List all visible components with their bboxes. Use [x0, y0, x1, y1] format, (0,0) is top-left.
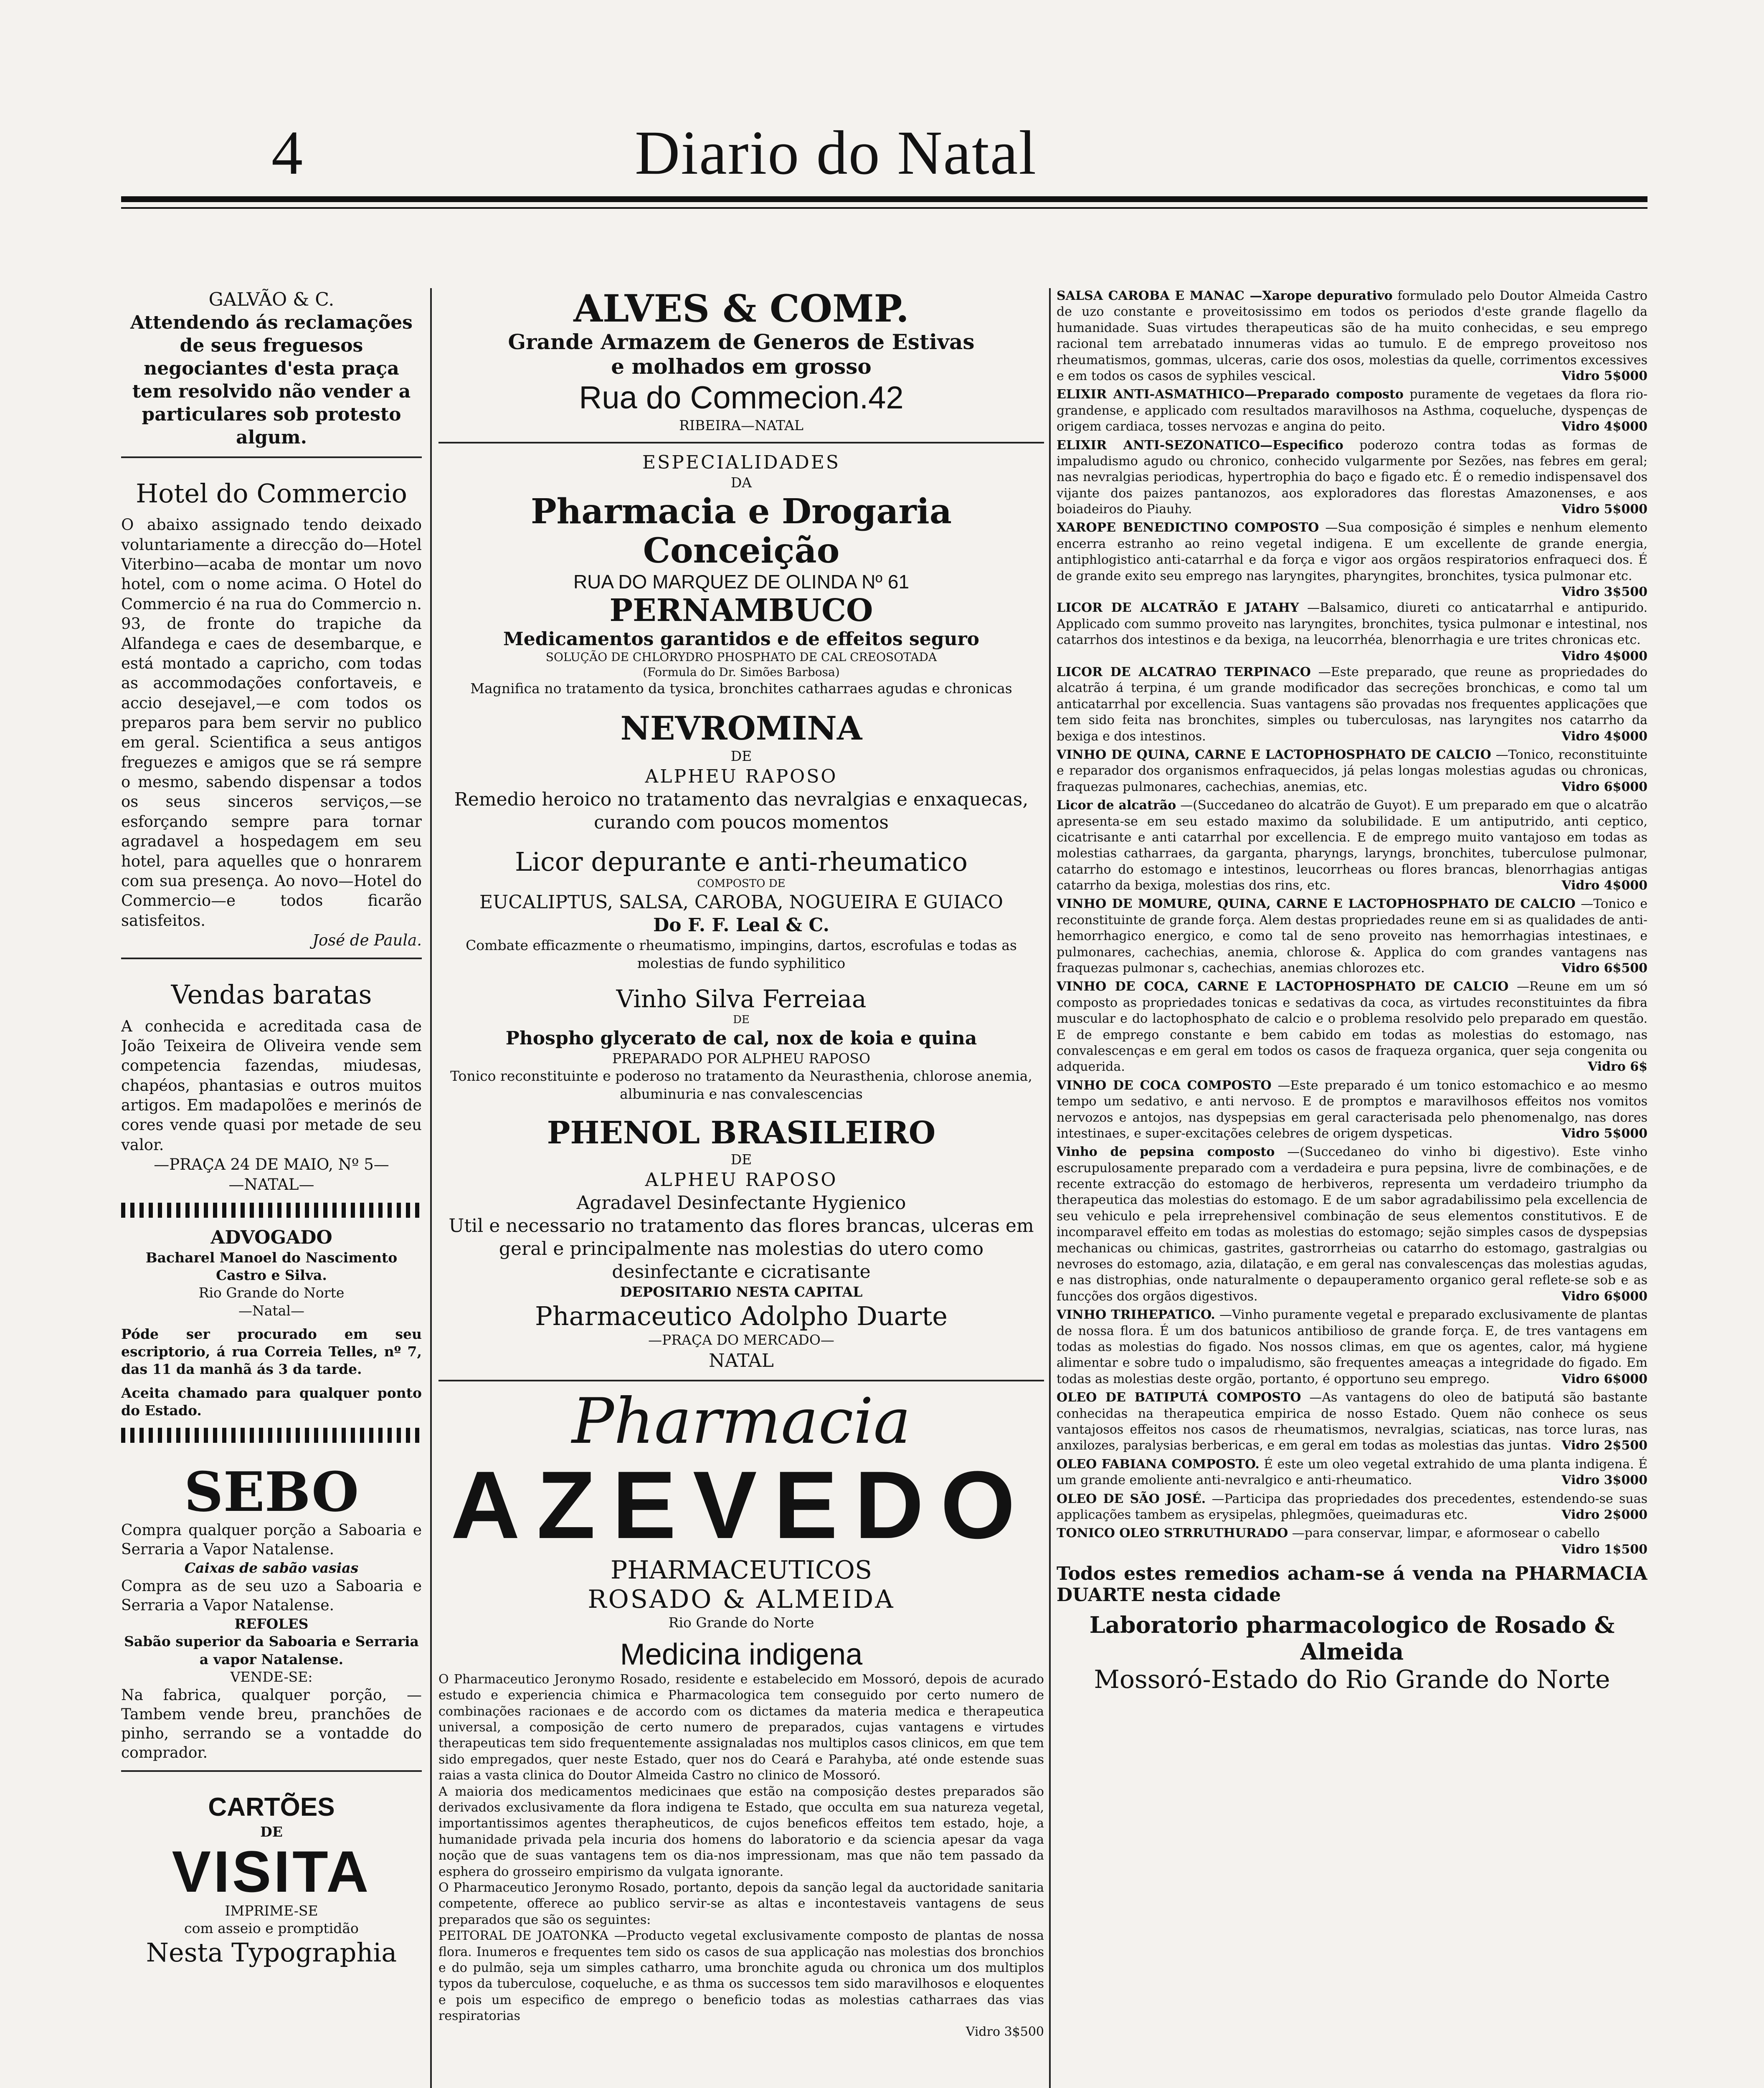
- ad-body: Na fabrica, qualquer porção, —Tambem vende breu, pranchões de pinho, serrando se a vontadde do comprador.: [121, 1687, 422, 1762]
- ad-praca: —PRAÇA DO MERCADO—: [648, 1332, 834, 1348]
- masthead-rule-thin: [121, 207, 1647, 209]
- product-entry: [1057, 1390, 1647, 1454]
- product-price: Vidro 2$000: [1561, 1507, 1647, 1522]
- ad-heading: SEBO: [184, 1460, 359, 1524]
- product-text: É este um oleo vegetal extrahido de uma planta indigena. É um grande emoliente anti-nevralgico e anti-rheumatico.: [1057, 1457, 1647, 1488]
- product-text: —Balsamico, diureti co anticatarrhal e antipurido. Applicado com summo proveito nas laryngites, bronchites, tysica pulmonar e intestinal, nos catarrhos dos intestinos e da bexiga, na leucorrhéa, blenorrhagia e ure trites chronicas etc.: [1057, 601, 1647, 648]
- ad-de: DE: [730, 748, 752, 764]
- product-name: ELIXIR ANTI-ASMATHICO—Preparado composto: [1057, 387, 1404, 402]
- product-name: ELIXIR ANTI-SEZONATICO—Especifico: [1057, 438, 1343, 453]
- product-text: —Este preparado, que reune as propriedades do alcatrão á terpina, é um grande modificador das secreções bronchicas, e como tal um anticatarrhal por excellencia. Suas vantagens são provadas nos frequentes applicações que tem sido feita nas bronchites, simples ou tuberculosas, nas laryngites nos catarrho da bexiga e dos intestinos.: [1057, 664, 1647, 744]
- ad-formula: (Formula do Dr. Simões Barbosa): [643, 665, 840, 679]
- footer-line: Todos estes remedios acham-se á venda na PHARMACIA DUARTE nesta cidade: [1057, 1563, 1647, 1606]
- product-entry: [1057, 798, 1647, 894]
- ad-visita: VISITA: [172, 1838, 371, 1904]
- product-price: Vidro 1$500: [1561, 1542, 1647, 1557]
- divider: [121, 1770, 422, 1772]
- product-entry: [1057, 288, 1647, 384]
- ad-owners: ROSADO & ALMEIDA: [588, 1584, 895, 1614]
- product-price: Vidro 3$000: [1561, 1473, 1647, 1488]
- ad-body: Compra as de seu uzo a Saboaria e Serraria a Vapor Natalense.: [121, 1577, 422, 1614]
- ad-spec: ESPECIALIDADES: [642, 452, 840, 474]
- ad-alves: [438, 288, 1044, 434]
- ad-composto: COMPOSTO DE: [697, 877, 786, 890]
- product-text: —Sua composição é simples e nenhum elemento encerra estranho ao reino vegetal indigena. E um excellente de grande energia, antiphlogistico anti-catarrhal e da força e vigor aos orgãos respiratorios enfraqueci dos. É de grande exito seu emprego nas laryngites, pharyngites, bronchites, tysica pulmonar etc.: [1057, 520, 1647, 583]
- footer-lab: Laboratorio pharmacologico de Rosado & Almeida: [1089, 1612, 1615, 1665]
- newspaper-page: [121, 79, 1647, 2088]
- product-entry: [1057, 1457, 1647, 1489]
- ad-body: A maioria dos medicamentos medicinaes que estão na composição destes preparados são derivados exclusivamente da flora indigena te Estado, que occulta em sua natureza vegetal, importantissimos agentes therapheuticos, de cujos beneficos effeitos tem estado, hoje, a humanidade privada pela incuria dos homens do laboratorio e da sciencia apesar da vaga noção que de suas vantagens tem os dia-nos impressionam, mas que não tem passado da esphera do grosseiro empirismo da vulgata ignorante.: [438, 1784, 1044, 1879]
- product-price: Vidro 6$000: [1561, 1371, 1647, 1386]
- product-name: SALSA CAROBA E MANAC —Xarope depurativo: [1057, 289, 1393, 303]
- ad-vendas: [121, 979, 422, 1194]
- divider: [121, 958, 422, 959]
- divider: [438, 1380, 1044, 1381]
- product-price: Vidro 5$000: [1561, 1126, 1647, 1141]
- ad-deposit: DEPOSITARIO NESTA CAPITAL: [620, 1284, 863, 1300]
- product-text: —As vantagens do oleo de batiputá são bastante conhecidas na therapeutica empirica de nosso Estado. Quem não conhece os seus vantajosos effeitos nos casos de rheumatismos, nevralgias, sciaticas, nas torce luras, nas anxilozes, paralysias berbericas, e em geral em todas as molestias das juntas.: [1057, 1390, 1647, 1453]
- ad-galvao: [121, 288, 422, 449]
- product-entry: [1057, 1307, 1647, 1387]
- ad-line: com asseio e promptidão: [184, 1920, 359, 1937]
- ad-heading: Hotel do Commercio: [136, 478, 407, 509]
- ad-body: A conhecida e acreditada casa de João Teixeira de Oliveira vende sem competencia fazendas, miudesas, chapéos, phantasias e outros muitos artigos. Em madapolões e merinós de cores vende quasi por metade de seu valor.: [121, 1017, 422, 1154]
- ornament-border: [121, 1428, 422, 1443]
- product-name: VINHO DE COCA, CARNE E LACTOPHOSPHATO DE CALCIO: [1057, 979, 1509, 994]
- column-left: [121, 288, 422, 2088]
- product-entry: [1057, 1078, 1647, 1142]
- ad-body: Attendendo ás reclamações de seus freguesos negociantes d'esta praça tem resolvido não vender a particulares sob protesto algum.: [130, 312, 413, 448]
- ad-name: Bacharel Manoel do Nascimento Castro e Silva.: [145, 1249, 398, 1284]
- ad-script: Pharmacia: [572, 1385, 911, 1458]
- ad-line: Grande Armazem de Generos de Estivas: [508, 329, 975, 354]
- masthead: [121, 109, 1647, 205]
- ad-line: e molhados em grosso: [611, 354, 872, 379]
- ad-city: NATAL: [709, 1350, 774, 1371]
- product-price: Vidro 3$500: [1561, 585, 1647, 600]
- ad-name: Licor depurante e anti-rheumatico: [515, 846, 968, 877]
- product-price: Vidro 6$000: [1561, 779, 1647, 794]
- ad-pharm: Pharmaceutico Adolpho Duarte: [535, 1301, 948, 1332]
- product-entry: [1057, 438, 1647, 518]
- product-text: —para conservar, limpar, e aformosear o cabello: [1292, 1526, 1600, 1541]
- ad-advogado: [121, 1226, 422, 1419]
- ad-subhead: REFOLES: [234, 1616, 309, 1632]
- ad-cartoes: [121, 1792, 422, 1968]
- ad-phenol: [438, 1115, 1044, 1372]
- product-name: OLEO DE SÃO JOSÉ.: [1057, 1491, 1206, 1506]
- product-text: —Tonico e reconstituinte de grande força. Alem destas propriedades reune em si as qualidades de anti-hemorrhagico energico, e como tal de seno proveito nas hemorrhagias intestinaes, e pulmonares, cachechias, anemia, chlorose &. Applica do com grandes vantagens nas fraquezas pulmonar s, cachechias, anemias chlorozes etc.: [1057, 897, 1647, 976]
- product-list: [1057, 288, 1647, 1558]
- ad-city: RIBEIRA—NATAL: [679, 417, 803, 434]
- ad-body: O Pharmaceutico Jeronymo Rosado, portanto, depois da sanção legal da auctoridade sanitaria competente, offerece ao publico servir-se as altas e incontestaveis vantagens de seus preparados que são os seguintes:: [438, 1880, 1044, 1927]
- product-text: —Este preparado é um tonico estomachico e ao mesmo tempo um sedativo, e anti nervoso. E de promptos e maravilhosos effeitos nos vomitos nervozos e antojos, nas dyspepsias em geral caracterisada pelo phenomenalgo, nas dores intestinaes, e super-excitações celebres de origem dyspeticas.: [1057, 1078, 1647, 1141]
- product-name: Licor de alcatrão: [1057, 798, 1176, 813]
- masthead-rule: [121, 196, 1647, 202]
- ad-nevromina: [438, 710, 1044, 834]
- ad-city: —Natal—: [238, 1302, 305, 1319]
- product-name: TONICO OLEO STRRUTHURADO: [1057, 1526, 1288, 1541]
- product-price: Vidro 6$: [1587, 1059, 1647, 1074]
- ad-desc: Magnifica no tratamento da tysica, bronchites catharraes agudas e chronicas: [470, 680, 1012, 697]
- product-price: Vidro 2$500: [1561, 1438, 1647, 1453]
- product-price: Vidro 4$000: [1561, 729, 1647, 744]
- ad-hotel: [121, 478, 422, 950]
- product-name: Vinho de pepsina composto: [1057, 1145, 1275, 1160]
- product-text: poderozo contra todas as formas de impaludismo agudo ou chronico, conhecido vulgarmente por Sezões, nas febres em geral; nas nevralgias periodicas, hypertrophia do baço e figado etc. É o remedio indispensavel dos vijante dos paizes pantanozos, aos exploradores das florestas Amazonenses, e aos boiadeiros do Piauhy.: [1057, 438, 1647, 517]
- product-price: Vidro 5$000: [1561, 502, 1647, 517]
- ad-heading: ALVES & COMP.: [573, 288, 909, 331]
- newspaper-title: Diario do Natal: [635, 118, 1037, 188]
- ad-city: —NATAL—: [228, 1175, 314, 1194]
- ad-subhead: Caixas de sabão vasias: [184, 1559, 359, 1576]
- ad-desc: Phospho glycerato de cal, nox de koia e quina: [505, 1028, 977, 1049]
- column-divider: [430, 288, 432, 2088]
- ad-heading: CARTÕES: [208, 1793, 335, 1822]
- product-text: puramente de vegetaes da flora rio-grandense, e applicado com resultados maravilhosos na Asthma, coqueluche, dyspenças de origem cardiaca, tosses nervozas e angina do peito.: [1057, 387, 1647, 434]
- column-right: [1057, 288, 1647, 2088]
- ad-de: DE: [730, 1151, 752, 1168]
- ad-de: DE: [733, 1013, 750, 1026]
- ad-prep: PREPARADO POR ALPHEU RAPOSO: [612, 1050, 871, 1067]
- ad-heading: ADVOGADO: [210, 1226, 332, 1248]
- ad-line: Agradavel Desinfectante Hygienico: [576, 1192, 906, 1214]
- ad-desc: Combate efficazmente o rheumatismo, impingins, dartos, escrofulas e todas as molestias de fundo syphilitico: [466, 937, 1017, 971]
- ad-line: IMPRIME-SE: [225, 1902, 318, 1919]
- product-name: VINHO DE COCA COMPOSTO: [1057, 1078, 1272, 1093]
- product-text: —(Succedaneo do vinho bi digestivo). Este vinho escrupulosamente preparado com a verdadeira e pura pepsina, livre de combinações, e de recente extracção do estomago de herbiveros, representa um verdadeiro triumpho da therapeutica das molestias do estomago. E de um sabor agradabilissimo pela excellencia de seu vehiculo e pela irreprehensivel combinação de seus elementos constitutivos. E de incomparavel effeito em todas as molestias do estomago; sejão simples casos de dyspepsias mechanicas ou chimicas, gastrites, gastrorrheias ou catarrho do estomago, gastralgias ou nevroses do estomago, azia, dilatação, e em geral nas convalescenças das molestias agudas, e nas distrophias, onde naturalmente o depauperamento organico geral reflete-se sob e as funcções dos orgãos digestivos.: [1057, 1145, 1647, 1304]
- product-text: —(Succedaneo do alcatrão de Guyot). E um preparado em que o alcatrão apresenta-se em seu estado maximo da solubilidade. E um antiputrido, anti ceptico, cicatrisante e anti catarrhal por excellencia. E de emprego muito vantajoso em todas as molestias catharraes, da garganta, pharyngs, laryngs, bronchites, tuberculose pulmonar, catarrho do estomago e intestinos, leucorrheas ou flores brancas, blenorrhagias antigas catarrho da bexiga, molestias dos rins, etc.: [1057, 798, 1647, 893]
- ad-body: Póde ser procurado em seu escriptorio, á rua Correia Telles, nº 7, das 11 da manhã ás 3 da tarde.: [121, 1325, 422, 1378]
- ad-subhead: VENDE-SE:: [230, 1668, 313, 1685]
- ad-body: PEITORAL DE JOATONKA —Producto vegetal exclusivamente composto de plantas de nossa flora. Inumeros e frequentes tem sido os casos de sua applicação nas molestias dos bronchios e do pulmão, seja um simples catharro, uma bronchite aguda ou chronica um dos multiplos typos da tuberculose, coqueluche, e as thma os successos tem sido maravilhosos e eloquentes e pois um especifico de emprego o beneficio todas as molestias catharraes das vias respiratorias: [438, 1928, 1044, 2024]
- ad-heading: GALVÃO & C.: [208, 289, 335, 310]
- product-name: OLEO DE BATIPUTÁ COMPOSTO: [1057, 1390, 1301, 1405]
- product-entry: [1057, 520, 1647, 600]
- ad-tagline: Medicamentos garantidos e de effeitos seguro: [503, 628, 979, 650]
- ad-licor: [438, 846, 1044, 972]
- product-entry: [1057, 1525, 1647, 1557]
- ad-note: Aceita chamado para qualquer ponto do Estado.: [121, 1384, 422, 1419]
- product-price: Vidro 4$000: [1561, 878, 1647, 893]
- product-text: —Tonico, reconstituinte e reparador dos organismos enfraquecidos, já pelas longas molestias agudas ou chronicas, fraquezas pulmonares, cachechias, anemias, etc.: [1057, 747, 1647, 794]
- ad-price: Vidro 3$500: [966, 2025, 1044, 2040]
- footer-location: Mossoró-Estado do Rio Grande do Norte: [1094, 1665, 1610, 1695]
- ad-maker: ALPHEU RAPOSO: [645, 766, 838, 788]
- product-name: VINHO DE MOMURE, QUINA, CARNE E LACTOPHOSPHATO DE CALCIO: [1057, 897, 1576, 912]
- ad-desc: Tonico reconstituinte e poderoso no tratamento da Neurasthenia, chlorose anemia, albuminuria e nas convalescencias: [450, 1068, 1032, 1102]
- product-name: XAROPE BENEDICTINO COMPOSTO: [1057, 520, 1319, 535]
- product-price: Vidro 4$000: [1561, 419, 1647, 434]
- ad-address: RUA DO MARQUEZ DE OLINDA Nº 61: [573, 571, 910, 593]
- ad-pharm: PHARMACEUTICOS: [610, 1555, 872, 1585]
- ad-state: Rio Grande do Norte: [668, 1614, 814, 1631]
- ad-vinho: [438, 985, 1044, 1103]
- product-price: Vidro 4$000: [1561, 649, 1647, 664]
- ad-subhead: Medicina indigena: [620, 1637, 863, 1671]
- product-entry: [1057, 979, 1647, 1075]
- product-name: VINHO TRIHEPATICO.: [1057, 1308, 1215, 1323]
- ad-de: DE: [260, 1823, 283, 1840]
- divider: [438, 442, 1044, 443]
- ad-by: Do F. F. Leal & C.: [653, 915, 829, 936]
- ad-solucao: SOLUÇÃO DE CHLORYDRO PHOSPHATO DE CAL CREOSOTADA: [545, 650, 937, 664]
- ad-ingredients: EUCALIPTUS, SALSA, CAROBA, NOGUEIRA E GUIACO: [479, 892, 1003, 913]
- ad-state: Rio Grande do Norte: [198, 1285, 345, 1301]
- product-text: —Reune em um só composto as propriedades tonicas e sedativas da coca, as virtudes reconstituintes da fibra muscular e do lactophosphato de calcio e o problema resolvido pelo preparado em questão. E de emprego constante e bem cabido em todas as molestias do estomago, nas convalescenças e em geral em todos os casos de fraqueza organica, quer seja congenita ou adquerida.: [1057, 979, 1647, 1074]
- ad-state: PERNAMBUCO: [609, 593, 873, 629]
- product-text: —Participa das propriedades dos precedentes, estendendo-se suas applicações tambem as erysipelas, phlegmões, queimaduras etc.: [1057, 1491, 1647, 1522]
- page-number: 4: [271, 118, 303, 188]
- ad-name: Pharmacia e Drogaria Conceição: [531, 491, 952, 571]
- product-price: Vidro 5$000: [1561, 368, 1647, 383]
- ad-address: —PRAÇA 24 DE MAIO, Nº 5—: [154, 1155, 389, 1174]
- product-entry: [1057, 600, 1647, 664]
- ad-name: NEVROMINA: [620, 710, 862, 748]
- ad-name: Vinho Silva Ferreiaa: [616, 984, 867, 1013]
- ad-desc: Remedio heroico no tratamento das nevralgias e enxaquecas, curando com poucos momentos: [454, 789, 1029, 834]
- column-divider: [1049, 288, 1051, 2088]
- product-entry: [1057, 387, 1647, 435]
- ad-signature: José de Paula.: [312, 931, 422, 949]
- ad-desc: Util e necessario no tratamento das flores brancas, ulceras em geral e principalmente nas molestias do utero como desinfectante e cicratisante: [449, 1215, 1034, 1283]
- ornament-border: [121, 1203, 422, 1218]
- ad-address: Rua do Commecion.42: [579, 380, 904, 416]
- product-entry: [1057, 1491, 1647, 1523]
- ad-heading: Vendas baratas: [171, 979, 372, 1010]
- product-text: —Vinho puramente vegetal e preparado exclusivamente de plantas de nossa flora. É um dos batunicos antibilioso de grande força. E, de tres vantagens em todas as molestias do figado. Nos nossos climas, em que os agentes, calor, má hygiene alimentar e sobre tudo o impaludismo, são frequentes ameaças a integridade do figado. Em todas as molestias deste orgão, portanto, é opportuno seu emprego.: [1057, 1308, 1647, 1386]
- product-entry: [1057, 747, 1647, 795]
- product-name: LICOR DE ALCATRÃO E JATAHY: [1057, 601, 1299, 616]
- ad-body: O abaixo assignado tendo deixado voluntariamente a direcção do—Hotel Viterbino—acaba de montar um novo hotel, com o nome acima. O Hotel do Commercio é na rua do Commercio n. 93, de fronte do trapiche da Alfandega e caes de desembarque, e está montado a capricho, com todas as accommodações confortaveis, e accio desejavel,—e com todos os preparos para bem servir no publico em geral. Scientifica a seus antigos freguezes e amigos que se rá sempre o mesmo, sabendo dispensar a todos os seus sinceros serviços,—se esforçando sempre para tornar agradavel a hospedagem em seu hotel, para aquelles que o honrarem com sua presença. Ao novo—Hotel do Commercio—e todos ficarão satisfeitos.: [121, 516, 422, 930]
- product-name: OLEO FABIANA COMPOSTO.: [1057, 1457, 1260, 1472]
- product-price: Vidro 6$000: [1561, 1289, 1647, 1304]
- product-price: Vidro 6$500: [1561, 961, 1647, 976]
- ad-pharmacia-conceicao: [438, 451, 1044, 697]
- product-entry: [1057, 1144, 1647, 1305]
- product-name: LICOR DE ALCATRAO TERPINACO: [1057, 664, 1311, 679]
- ad-name: PHENOL BRASILEIRO: [547, 1115, 936, 1151]
- ad-body: O Pharmaceutico Jeronymo Rosado, residente e estabelecido em Mossoró, depois de acurado estudo e experiencia chimica e Pharmacologica tem conseguido por certo numero de combinações racionaes e de accordo com os dictames da materia medica e therapeutica universal, a composição de certo numero de preparados, cujas vantagens e virtudes therapeuticas tem sido frequentemente assignaladas nos multiplos casos clinicos, em que tem sido empregados, quer neste Estado, quer nos do Ceará e Parahyba, até onde estende suas raias a vasta clinica do Doutor Almeida Castro no clinico de Mossoró.: [438, 1672, 1044, 1783]
- product-name: VINHO DE QUINA, CARNE E LACTOPHOSPHATO DE CALCIO: [1057, 747, 1491, 762]
- ad-maker: ALPHEU RAPOSO: [645, 1169, 838, 1191]
- ad-da: DA: [730, 474, 752, 491]
- product-entry: [1057, 664, 1647, 745]
- ad-body: Compra qualquer porção a Saboaria e Serraria a Vapor Natalense.: [121, 1521, 422, 1558]
- product-text: formulado pelo Doutor Almeida Castro de uzo constante e proveitosissimo em todos os periodos d'este grande flagello da humanidade. Suas virtudes therapeuticas são de ha muito conhecidas, e seu emprego racional tem arrebatado innumeras vidas ao tumulo. E de emprego proveitoso nos rheumatismos, gommas, ulceras, carie dos osos, molestias da quelle, corrimentos excessives e em todos os casos de syphiles vescical.: [1057, 289, 1647, 383]
- divider: [121, 456, 422, 458]
- ad-azevedo: [438, 1385, 1044, 2040]
- ad-body: Sabão superior da Saboaria e Serraria a vapor Natalense.: [124, 1633, 419, 1667]
- ad-line: Nesta Typographia: [146, 1937, 397, 1968]
- product-entry: [1057, 896, 1647, 976]
- column-center: [438, 288, 1044, 2088]
- ad-sebo: [121, 1460, 422, 1763]
- ad-name: AZEVEDO: [451, 1451, 1032, 1559]
